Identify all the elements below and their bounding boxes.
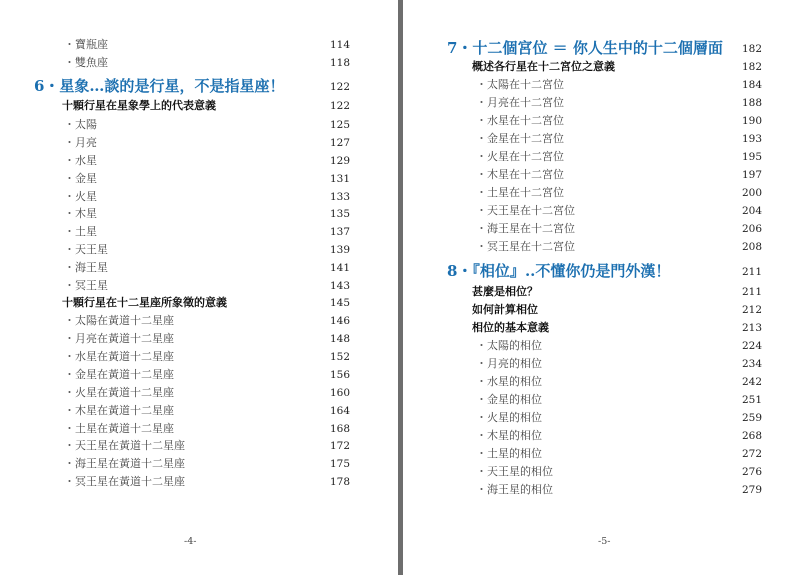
entry-title: ・ 水星: [64, 152, 97, 170]
entry-page-number: 156: [329, 369, 350, 381]
entry-title: ・ 金星的相位: [476, 391, 542, 409]
entry-page-number: 234: [741, 358, 762, 370]
entry-page-number: 200: [741, 187, 762, 199]
entry-page-number: 172: [329, 440, 350, 452]
entry-page-number: 178: [329, 476, 350, 488]
chapter-entry: [0, 75, 398, 97]
entry-title: ・ 金星: [64, 170, 97, 188]
toc-item: [403, 166, 800, 184]
entry-page-number: 197: [741, 169, 762, 181]
entry-page-number: 212: [741, 304, 762, 316]
entry-title: ・ 月亮的相位: [476, 355, 542, 373]
toc-item: [0, 188, 398, 206]
entry-title: ・ 火星在十二宮位: [476, 148, 564, 166]
entry-page-number: 152: [329, 351, 350, 363]
toc-item: [0, 348, 398, 366]
entry-page-number: 268: [741, 430, 762, 442]
entry-title: ・ 金星在黃道十二星座: [64, 366, 174, 384]
section-heading: [403, 301, 800, 319]
entry-title: ・ 土星: [64, 223, 97, 241]
entry-title: ・ 冥王星在黃道十二星座: [64, 473, 185, 491]
toc-item: [403, 373, 800, 391]
entry-title: 7・十二個宮位 ＝ 你人生中的十二個層面: [447, 39, 723, 57]
entry-title: ・ 海王星的相位: [476, 481, 553, 499]
entry-title: 甚麼是相位？: [472, 285, 538, 298]
entry-page-number: 208: [741, 241, 762, 253]
entry-page-number: 143: [329, 280, 350, 292]
toc-item: [403, 355, 800, 373]
entry-page-number: 125: [329, 119, 350, 131]
entry-page-number: 195: [741, 151, 762, 163]
entry-page-number: 139: [329, 244, 350, 256]
entry-page-number: 211: [741, 266, 762, 278]
entry-title: ・ 木星的相位: [476, 427, 542, 445]
entry-page-number: 213: [741, 322, 762, 334]
entry-title: ・ 海王星在十二宮位: [476, 220, 575, 238]
toc-item: [0, 473, 398, 491]
entry-page-number: 127: [329, 137, 350, 149]
toc-item: [0, 152, 398, 170]
entry-page-number: 137: [329, 226, 350, 238]
entry-title: 十顆行星在十二星座所象徵的意義: [62, 296, 227, 309]
entry-page-number: 133: [329, 191, 350, 203]
entry-page-number: 184: [741, 79, 762, 91]
entry-title: ・ 火星的相位: [476, 409, 542, 427]
entry-page-number: 182: [741, 61, 762, 73]
toc-item: [403, 409, 800, 427]
entry-title: ・ 火星: [64, 188, 97, 206]
toc-item: [403, 94, 800, 112]
right-page: [403, 0, 800, 575]
toc-item: [403, 184, 800, 202]
entry-title: ・ 土星的相位: [476, 445, 542, 463]
entry-title: 8・『相位』..不懂你仍是門外漢！: [447, 262, 671, 280]
entry-title: ・ 天王星在黃道十二星座: [64, 437, 185, 455]
entry-title: ・ 木星在黃道十二星座: [64, 402, 174, 420]
entry-page-number: 259: [741, 412, 762, 424]
entry-page-number: 122: [329, 81, 350, 93]
entry-page-number: 131: [329, 173, 350, 185]
entry-title: ・ 水星在黃道十二星座: [64, 348, 174, 366]
entry-title: ・ 水星的相位: [476, 373, 542, 391]
entry-page-number: 204: [741, 205, 762, 217]
entry-title: ・ 月亮在黃道十二星座: [64, 330, 174, 348]
toc-item: [403, 445, 800, 463]
entry-title: ・ 太陽: [64, 116, 97, 134]
page-number-right: -5-: [598, 536, 611, 547]
toc-item: [0, 259, 398, 277]
toc-item: [0, 116, 398, 134]
toc-item: [0, 384, 398, 402]
entry-title: ・ 太陽的相位: [476, 337, 542, 355]
entry-title: ・ 木星: [64, 205, 97, 223]
toc-item: [403, 76, 800, 94]
toc-item: [403, 220, 800, 238]
entry-title: ・ 天王星的相位: [476, 463, 553, 481]
entry-page-number: 206: [741, 223, 762, 235]
entry-title: ・ 雙魚座: [64, 54, 108, 72]
entry-page-number: 168: [329, 423, 350, 435]
entry-page-number: 148: [329, 333, 350, 345]
entry-title: ・ 海王星: [64, 259, 108, 277]
toc-item: [403, 427, 800, 445]
entry-title: 如何計算相位: [472, 303, 538, 316]
entry-title: ・ 太陽在十二宮位: [476, 76, 564, 94]
entry-page-number: 122: [329, 100, 350, 112]
entry-title: ・ 天王星在十二宮位: [476, 202, 575, 220]
entry-page-number: 279: [741, 484, 762, 496]
entry-title: ・ 土星在黃道十二星座: [64, 420, 174, 438]
chapter-entry: [403, 260, 800, 282]
entry-title: ・ 木星在十二宮位: [476, 166, 564, 184]
entry-title: ・ 月亮: [64, 134, 97, 152]
toc-item: [403, 463, 800, 481]
toc-item: [403, 391, 800, 409]
section-heading: [403, 58, 800, 76]
entry-page-number: 118: [329, 57, 350, 69]
toc-item: [0, 277, 398, 295]
page-number-left: -4-: [184, 536, 197, 547]
entry-title: ・ 土星在十二宮位: [476, 184, 564, 202]
toc-item: [0, 455, 398, 473]
entry-title: 概述各行星在十二宮位之意義: [472, 60, 615, 73]
entry-title: ・ 冥王星: [64, 277, 108, 295]
toc-item: [0, 330, 398, 348]
entry-page-number: 160: [329, 387, 350, 399]
entry-title: ・ 寶瓶座: [64, 36, 108, 54]
entry-title: ・ 水星在十二宮位: [476, 112, 564, 130]
toc-item: [403, 148, 800, 166]
toc-item: [0, 312, 398, 330]
entry-page-number: 164: [329, 405, 350, 417]
entry-page-number: 145: [329, 297, 350, 309]
toc-item: [0, 402, 398, 420]
toc-item: [403, 481, 800, 499]
section-heading: [403, 283, 800, 301]
entry-page-number: 211: [741, 286, 762, 298]
toc-item: [403, 112, 800, 130]
entry-title: ・ 天王星: [64, 241, 108, 259]
entry-page-number: 182: [741, 43, 762, 55]
entry-page-number: 135: [329, 208, 350, 220]
toc-item: [0, 134, 398, 152]
entry-title: ・ 金星在十二宮位: [476, 130, 564, 148]
toc-item: [0, 420, 398, 438]
section-heading: [0, 97, 398, 115]
entry-title: ・ 太陽在黃道十二星座: [64, 312, 174, 330]
entry-page-number: 242: [741, 376, 762, 388]
entry-page-number: 276: [741, 466, 762, 478]
entry-title: ・ 海王星在黃道十二星座: [64, 455, 185, 473]
entry-page-number: 251: [741, 394, 762, 406]
entry-page-number: 224: [741, 340, 762, 352]
toc-item: [403, 130, 800, 148]
section-heading: [0, 294, 398, 312]
entry-page-number: 129: [329, 155, 350, 167]
chapter-entry: [403, 37, 800, 59]
toc-item: [403, 337, 800, 355]
entry-title: ・ 月亮在十二宮位: [476, 94, 564, 112]
entry-title: 十顆行星在星象學上的代表意義: [62, 99, 216, 112]
entry-page-number: 146: [329, 315, 350, 327]
entry-title: ・ 火星在黃道十二星座: [64, 384, 174, 402]
entry-title: 相位的基本意義: [472, 321, 549, 334]
toc-item: [0, 170, 398, 188]
toc-item: [0, 54, 398, 72]
entry-page-number: 141: [329, 262, 350, 274]
entry-page-number: 193: [741, 133, 762, 145]
left-page: [0, 0, 398, 575]
toc-item: [403, 238, 800, 256]
toc-item: [0, 366, 398, 384]
toc-item: [403, 202, 800, 220]
toc-item: [0, 437, 398, 455]
entry-title: ・ 冥王星在十二宮位: [476, 238, 575, 256]
entry-title: 6・星象…談的是行星，不是指星座！: [34, 77, 285, 95]
toc-item: [0, 205, 398, 223]
entry-page-number: 175: [329, 458, 350, 470]
entry-page-number: 188: [741, 97, 762, 109]
entry-page-number: 272: [741, 448, 762, 460]
section-heading: [403, 319, 800, 337]
entry-page-number: 114: [329, 39, 350, 51]
toc-item: [0, 36, 398, 54]
entry-page-number: 190: [741, 115, 762, 127]
toc-item: [0, 223, 398, 241]
toc-item: [0, 241, 398, 259]
